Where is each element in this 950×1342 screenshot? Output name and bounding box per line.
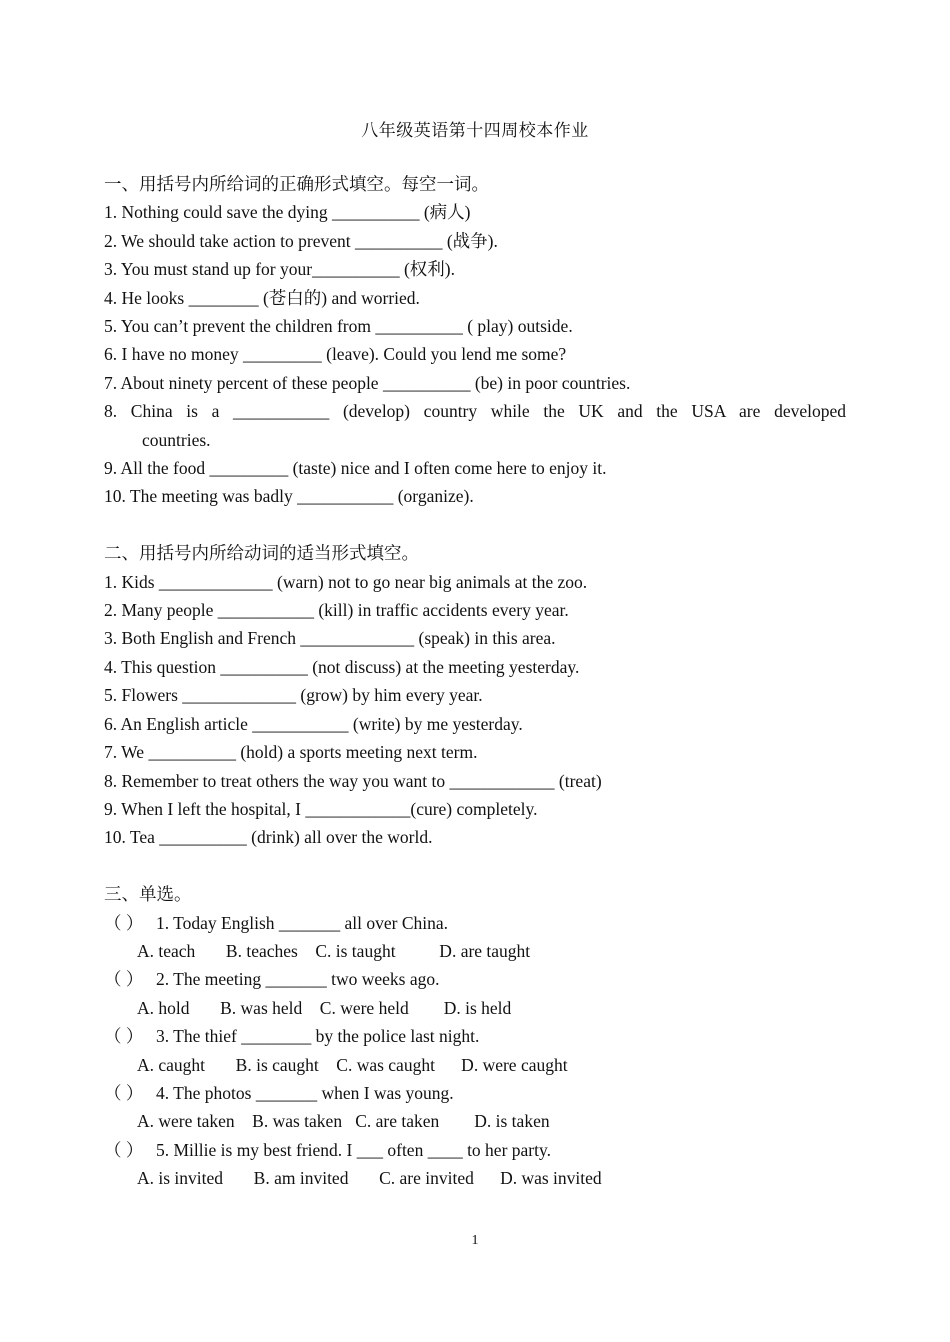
question-stem: 5. Millie is my best friend. I ___ often ____ to her party. xyxy=(156,1139,551,1160)
section-2-heading: 二、用括号内所给动词的适当形式填空。 xyxy=(104,543,419,564)
s1-item-7: 7. About ninety percent of these people __________ (be) in poor countries. xyxy=(104,372,631,393)
mc-options-4: A. were taken B. was taken C. are taken D. is taken xyxy=(137,1111,550,1132)
s2-item-4: 4. This question __________ (not discuss) at the meeting yesterday. xyxy=(104,656,580,677)
s1-item-6: 6. I have no money _________ (leave). Could you lend me some? xyxy=(104,344,567,365)
s2-item-8: 8. Remember to treat others the way you want to ____________ (treat) xyxy=(104,770,602,791)
s1-item-10: 10. The meeting was badly ___________ (organize). xyxy=(104,486,474,507)
s2-item-2: 2. Many people ___________ (kill) in traffic accidents every year. xyxy=(104,600,569,621)
mc-options-3: A. caught B. is caught C. was caught D. were caught xyxy=(137,1054,568,1075)
answer-paren: （ ） xyxy=(104,912,144,933)
section-3-heading: 三、单选。 xyxy=(104,884,192,905)
s2-item-9: 9. When I left the hospital, I ____________(cure) completely. xyxy=(104,798,538,819)
s2-item-7: 7. We __________ (hold) a sports meeting next term. xyxy=(104,742,478,763)
mc-question-1 xyxy=(104,909,846,937)
mc-question-4 xyxy=(104,1079,846,1107)
question-stem: 2. The meeting _______ two weeks ago. xyxy=(156,969,440,990)
s2-item-1: 1. Kids _____________ (warn) not to go near big animals at the zoo. xyxy=(104,571,588,592)
mc-question-2 xyxy=(104,965,846,993)
answer-paren: （ ） xyxy=(104,1082,144,1103)
answer-paren: （ ） xyxy=(104,969,144,990)
s2-item-10: 10. Tea __________ (drink) all over the world. xyxy=(104,827,433,848)
s1-item-5: 5. You can’t prevent the children from __________ ( play) outside. xyxy=(104,316,573,337)
s1-item-8-line2: countries. xyxy=(142,429,211,450)
s1-item-4: 4. He looks ________ (苍白的) and worried. xyxy=(104,287,420,308)
s1-item-2: 2. We should take action to prevent __________ (战争). xyxy=(104,230,498,251)
page-title: 八年级英语第十四周校本作业 xyxy=(361,121,589,140)
spacer xyxy=(104,852,846,880)
mc-options-5: A. is invited B. am invited C. are invited D. was invited xyxy=(137,1168,602,1189)
s2-item-6: 6. An English article ___________ (write) by me yesterday. xyxy=(104,713,523,734)
section-1-heading: 一、用括号内所给词的正确形式填空。每空一词。 xyxy=(104,174,489,194)
worksheet-content xyxy=(104,170,846,1193)
s1-item-1: 1. Nothing could save the dying __________ (病人) xyxy=(104,202,471,223)
answer-paren: （ ） xyxy=(104,1026,144,1047)
spacer xyxy=(104,511,846,539)
question-stem: 3. The thief ________ by the police last night. xyxy=(156,1026,480,1047)
question-stem: 4. The photos _______ when I was young. xyxy=(156,1082,454,1103)
s2-item-5: 5. Flowers _____________ (grow) by him every year. xyxy=(104,685,483,706)
question-stem: 1. Today English _______ all over China. xyxy=(156,912,449,933)
mc-question-3 xyxy=(104,1022,846,1050)
mc-options-2: A. hold B. was held C. were held D. is held xyxy=(137,997,512,1018)
s1-item-3: 3. You must stand up for your__________ (权利). xyxy=(104,259,455,280)
s1-item-8-line1: 8. China is a ___________ (develop) country while the UK and the USA are developed xyxy=(104,401,846,422)
s1-item-9: 9. All the food _________ (taste) nice and I often come here to enjoy it. xyxy=(104,458,607,479)
s2-item-3: 3. Both English and French _____________ (speak) in this area. xyxy=(104,628,556,649)
page-number: 1 xyxy=(471,1233,479,1248)
answer-paren: （ ） xyxy=(104,1139,144,1160)
mc-options-1: A. teach B. teaches C. is taught D. are taught xyxy=(137,940,531,961)
mc-question-5 xyxy=(104,1136,846,1164)
